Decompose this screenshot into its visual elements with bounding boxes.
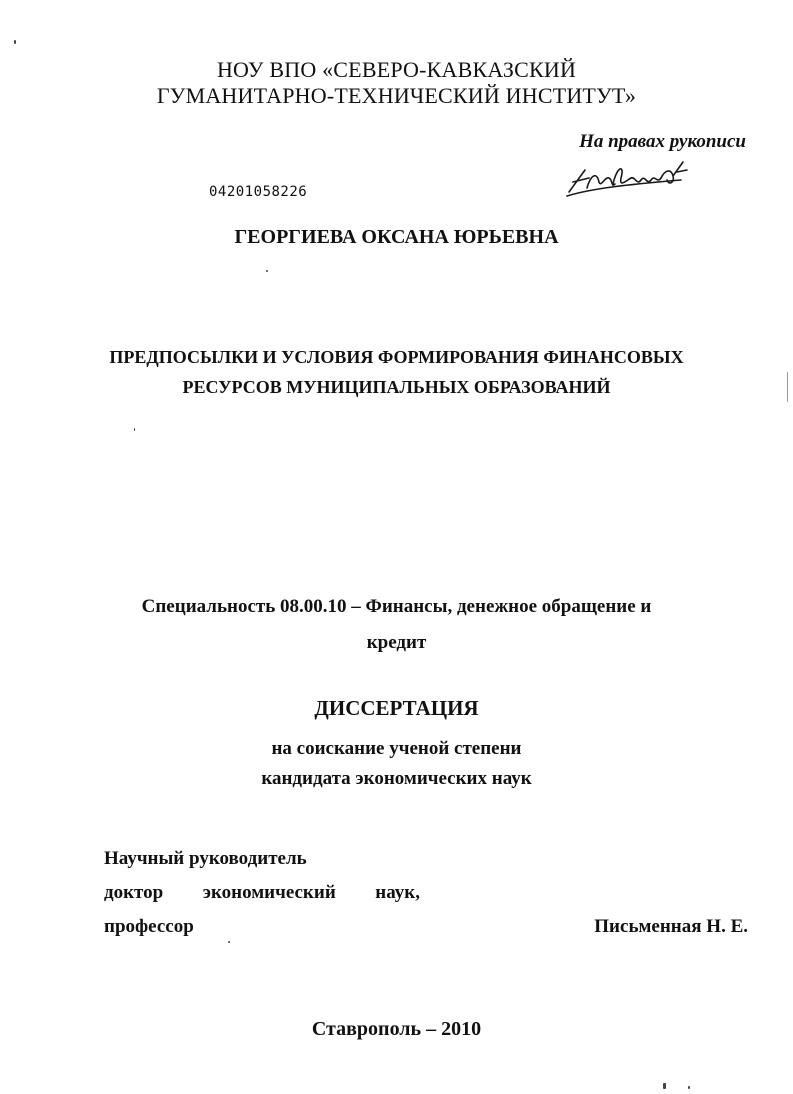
dissertation-title-line1: ПРЕДПОСЫЛКИ И УСЛОВИЯ ФОРМИРОВАНИЯ ФИНАНСОВЫХ xyxy=(109,347,684,367)
scan-speck xyxy=(787,372,788,402)
supervisor-rank-word: наук, xyxy=(375,882,420,903)
dissertation-title-line2: РЕСУРСОВ МУНИЦИПАЛЬНЫХ ОБРАЗОВАНИЙ xyxy=(182,377,611,397)
institute-name-line2: ГУМАНИТАРНО-ТЕХНИЧЕСКИЙ ИНСТИТУТ» xyxy=(156,83,637,108)
degree-line2: кандидата экономических наук xyxy=(261,768,532,789)
specialty-line2: кредит xyxy=(366,632,427,653)
supervisor-title: профессор xyxy=(104,916,194,937)
supervisor-rank xyxy=(104,876,420,910)
scan-speck xyxy=(688,1086,690,1089)
signature-icon xyxy=(563,158,693,200)
city-year: Ставрополь – 2010 xyxy=(311,1018,482,1040)
supervisor-label: Научный руководитель xyxy=(104,848,307,869)
registration-number: 04201058226 xyxy=(209,184,308,200)
scan-speck xyxy=(228,941,230,943)
degree-sought xyxy=(0,734,793,794)
supervisor-title-row xyxy=(104,910,748,944)
supervisor-name: Письменная Н. Е. xyxy=(594,916,748,937)
degree-line1: на соискание ученой степени xyxy=(271,738,522,759)
manuscript-note: На правах рукописи xyxy=(579,131,746,152)
author-name: ГЕОРГИЕВА ОКСАНА ЮРЬЕВНА xyxy=(234,226,559,248)
supervisor-rank-word: экономический xyxy=(202,882,336,903)
scan-speck xyxy=(134,428,135,431)
specialty-line1: Специальность 08.00.10 – Финансы, денежное обращение и xyxy=(141,596,652,617)
supervisor-block xyxy=(104,842,748,944)
supervisor-rank-word: доктор xyxy=(104,882,164,903)
dissertation-title xyxy=(0,342,793,402)
scan-speck xyxy=(266,270,268,272)
scan-speck xyxy=(14,40,16,44)
scan-speck xyxy=(663,1083,666,1089)
specialty xyxy=(0,589,793,661)
document-type: ДИССЕРТАЦИЯ xyxy=(314,696,479,720)
institute-name-line1: НОУ ВПО «СЕВЕРО-КАВКАЗСКИЙ xyxy=(216,57,577,82)
institute-name xyxy=(0,57,793,109)
